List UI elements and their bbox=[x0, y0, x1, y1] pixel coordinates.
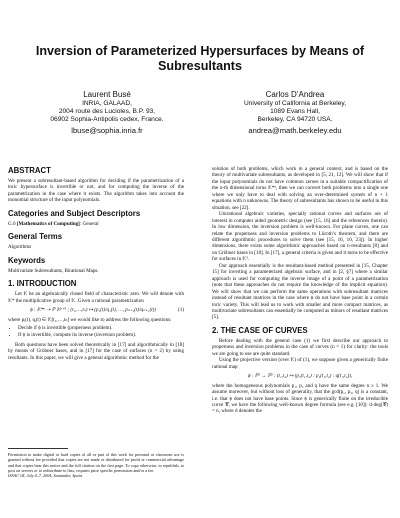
intro-paragraph-1: Let 𝕂 be an algebraically closed field of characteristic zero. We will denote with 𝕂* the multiplicative group of 𝕂. Given a rational parametrization bbox=[8, 291, 184, 304]
author-1-affil-1: INRIA, GALAAD, bbox=[82, 100, 132, 107]
paper-title: Inversion of Parameterized Hypersurfaces by Means of Subresultants bbox=[35, 44, 365, 73]
footnote-rule bbox=[8, 448, 68, 449]
footnote bbox=[8, 448, 184, 478]
right-paragraph-6: where the homogeneous polynomials p₁, p₂ and q have the same degree n ≥ 1. We assume moreover, but without loss of generality, that the gcd(p₁, p₂, q) is a constant, i.e. that ϕ does not have base points. Since ϕ is generically finite on the irreducible curve 𝒞, we have the following well-known degree formula (see e.g. [10]): d·deg(𝒞) = n, where d denotes the bbox=[212, 382, 388, 415]
categories-heading: Categories and Subject Descriptors bbox=[8, 208, 141, 218]
footnote-text: Permission to make digital or hard copies of all or part of this work for personal or classroom use is granted without fee provided that copies are not made or distributed for profit or commercial advantage and that copies bear this notice and the full citation on the first page. To copy otherwise, to republish, to post on servers or to redistribute to lists, requires prior specific permission and/or a fee. bbox=[8, 452, 184, 473]
categories-rest: : General bbox=[79, 220, 99, 227]
author-2-name: Carlos D’Andrea bbox=[265, 90, 325, 99]
abstract-text: We present a subresultant-based algorithm for deciding if the parametrization of a toric hypersurface is invertible or not, and for computing the inverse of the parametrization in the case where it exists. The algorithm takes into account the monomial structure of the input polynomials. bbox=[8, 178, 184, 204]
right-paragraph-3: Our approach essentially is the resultant-based method presented in [15, Chapter 15] for inverting a parameterized algebraic surface, and in [2, §7] where a similar approach is used for computing the inverse image of a point of a parametrization (note that these approaches do not require the knowledge of the implicit equation). We will show that we can perform the same operations with subresultant matrices instead of resultant matrices in the case where ϕ do not have base point in a certain toric variety. This will lead us to work with smaller and more compact matrices, as multivariate subresultants can essentially be computed as minors of resultant matrices [5]. bbox=[212, 262, 388, 321]
author-2 bbox=[210, 90, 380, 136]
question-list bbox=[8, 325, 184, 339]
intro-heading: 1. INTRODUCTION bbox=[8, 279, 77, 289]
keywords-heading: Keywords bbox=[8, 255, 46, 265]
categories-bold: [Mathematics of Computing] bbox=[16, 220, 80, 227]
equation-2-body: ϕ : ℙ¹ → ℙ² : (t₁,t₂) ↦ (p₁(t₁,t₂) : p₂(t₁,t₂) : q(t₁,t₂)), bbox=[247, 373, 353, 380]
list-item: • If ϕ is invertible, compute its inverse (inversion problem). bbox=[18, 332, 184, 338]
section-2-heading: 2. THE CASE OF CURVES bbox=[212, 325, 308, 335]
general-terms-heading: General Terms bbox=[8, 232, 63, 242]
author-1-affil-3: 06902 Sophia-Antipolis cedex, France. bbox=[50, 116, 164, 124]
right-paragraph-1: solution of both problems, which work in a general context, and is based on the theory of multivariate subresultants, as developed in [5, 21, 12]. We will show that if the input polynomials do not have common zeroes in a suitable compactification of the n-th dimensional torus 𝕂*ⁿ, then we can convert both problems into a single one where we only have to deal with solving an over-determined system of n + 1 equations with n unknowns. The theory of subresultants has shown to be useful in this situation, see [22]. bbox=[212, 166, 388, 211]
intro-paragraph-2: where pᵢ(t), qᵢ(t) ∈ 𝕂[t₁,…,tₙ] we would like to address the following questions: bbox=[8, 316, 172, 323]
equation-1-body: ϕ : 𝕂*ⁿ ⇢ ℙ 𝕂ⁿ⁺¹ ; (t₁,…,tₙ) ↦ (p₁(t)/q₁(t), …, pₙ₊₁(t)/qₙ₊₁(t)) bbox=[29, 307, 157, 314]
right-paragraph-4: Before dealing with the general case (1) we first describe our approach to properness and inversion problems in the case of curves (n = 1) for clarity: the tools we are going to use are quite standard. bbox=[212, 337, 388, 357]
author-1-affil-2: 2004 route des Lucioles, B.P. 93, bbox=[58, 108, 156, 116]
author-2-affil-2: 1089 Evans Hall, bbox=[270, 108, 320, 116]
abstract-heading: ABSTRACT bbox=[8, 166, 51, 175]
general-terms-text: Algorithms bbox=[8, 244, 32, 251]
author-2-affil-3: Berkeley, CA 94720 USA. bbox=[257, 116, 333, 124]
right-paragraph-2: Unirational algebraic varieties, specially rational curves and surfaces are of interest in computer aided geometric design (see [15, 16] and the references therein). In low dimension, the inversion problem is well-known. For plane curves, one can relate the properness and inversion problems to Lüroth’s theorem, and there are different algorithmic procedures to solve them (see [15, 16, 10, 23]). In higher dimensions, there exists some algorithmic approaches based on n-resultants [8] and on Gröbner bases in [18]. In [17], a general criteria is given and it turns to be effective for surfaces in 𝕂³. bbox=[212, 211, 388, 263]
equation-2 bbox=[212, 373, 388, 379]
right-column bbox=[212, 166, 388, 415]
right-paragraph-5: Using the projective version (over 𝕂) of (1), we suppose given a generically finite rational map bbox=[212, 357, 388, 370]
list-item: • Decide if ϕ is invertible (properness problem). bbox=[18, 325, 184, 331]
author-1 bbox=[22, 90, 192, 136]
footnote-venue: ISSAC’04, July 4–7, 2004, Santander, Spain. bbox=[8, 473, 83, 479]
author-1-name: Laurent Busé bbox=[83, 90, 131, 99]
categories-code: G.0 bbox=[8, 220, 16, 227]
author-2-affil-1: University of California at Berkeley, bbox=[243, 100, 347, 107]
categories-text bbox=[8, 221, 184, 227]
intro-paragraph-3: Both questions have been solved theoretically in [17] and algorithmically in [18] by means of Gröbner bases, and in [17] for the case of surfaces (n = 2) by using resultants. In this paper, we will give a general algorithmic method for the bbox=[8, 341, 184, 361]
author-1-email: lbuse@sophia.inria.fr bbox=[71, 125, 143, 135]
equation-1-number: (1) bbox=[178, 307, 184, 314]
keywords-text: Multivariate Subresultants, Birational Maps. bbox=[8, 267, 99, 274]
equation-1 bbox=[8, 307, 184, 313]
left-column bbox=[8, 166, 184, 361]
author-2-email: andrea@math.berkeley.edu bbox=[248, 125, 342, 135]
